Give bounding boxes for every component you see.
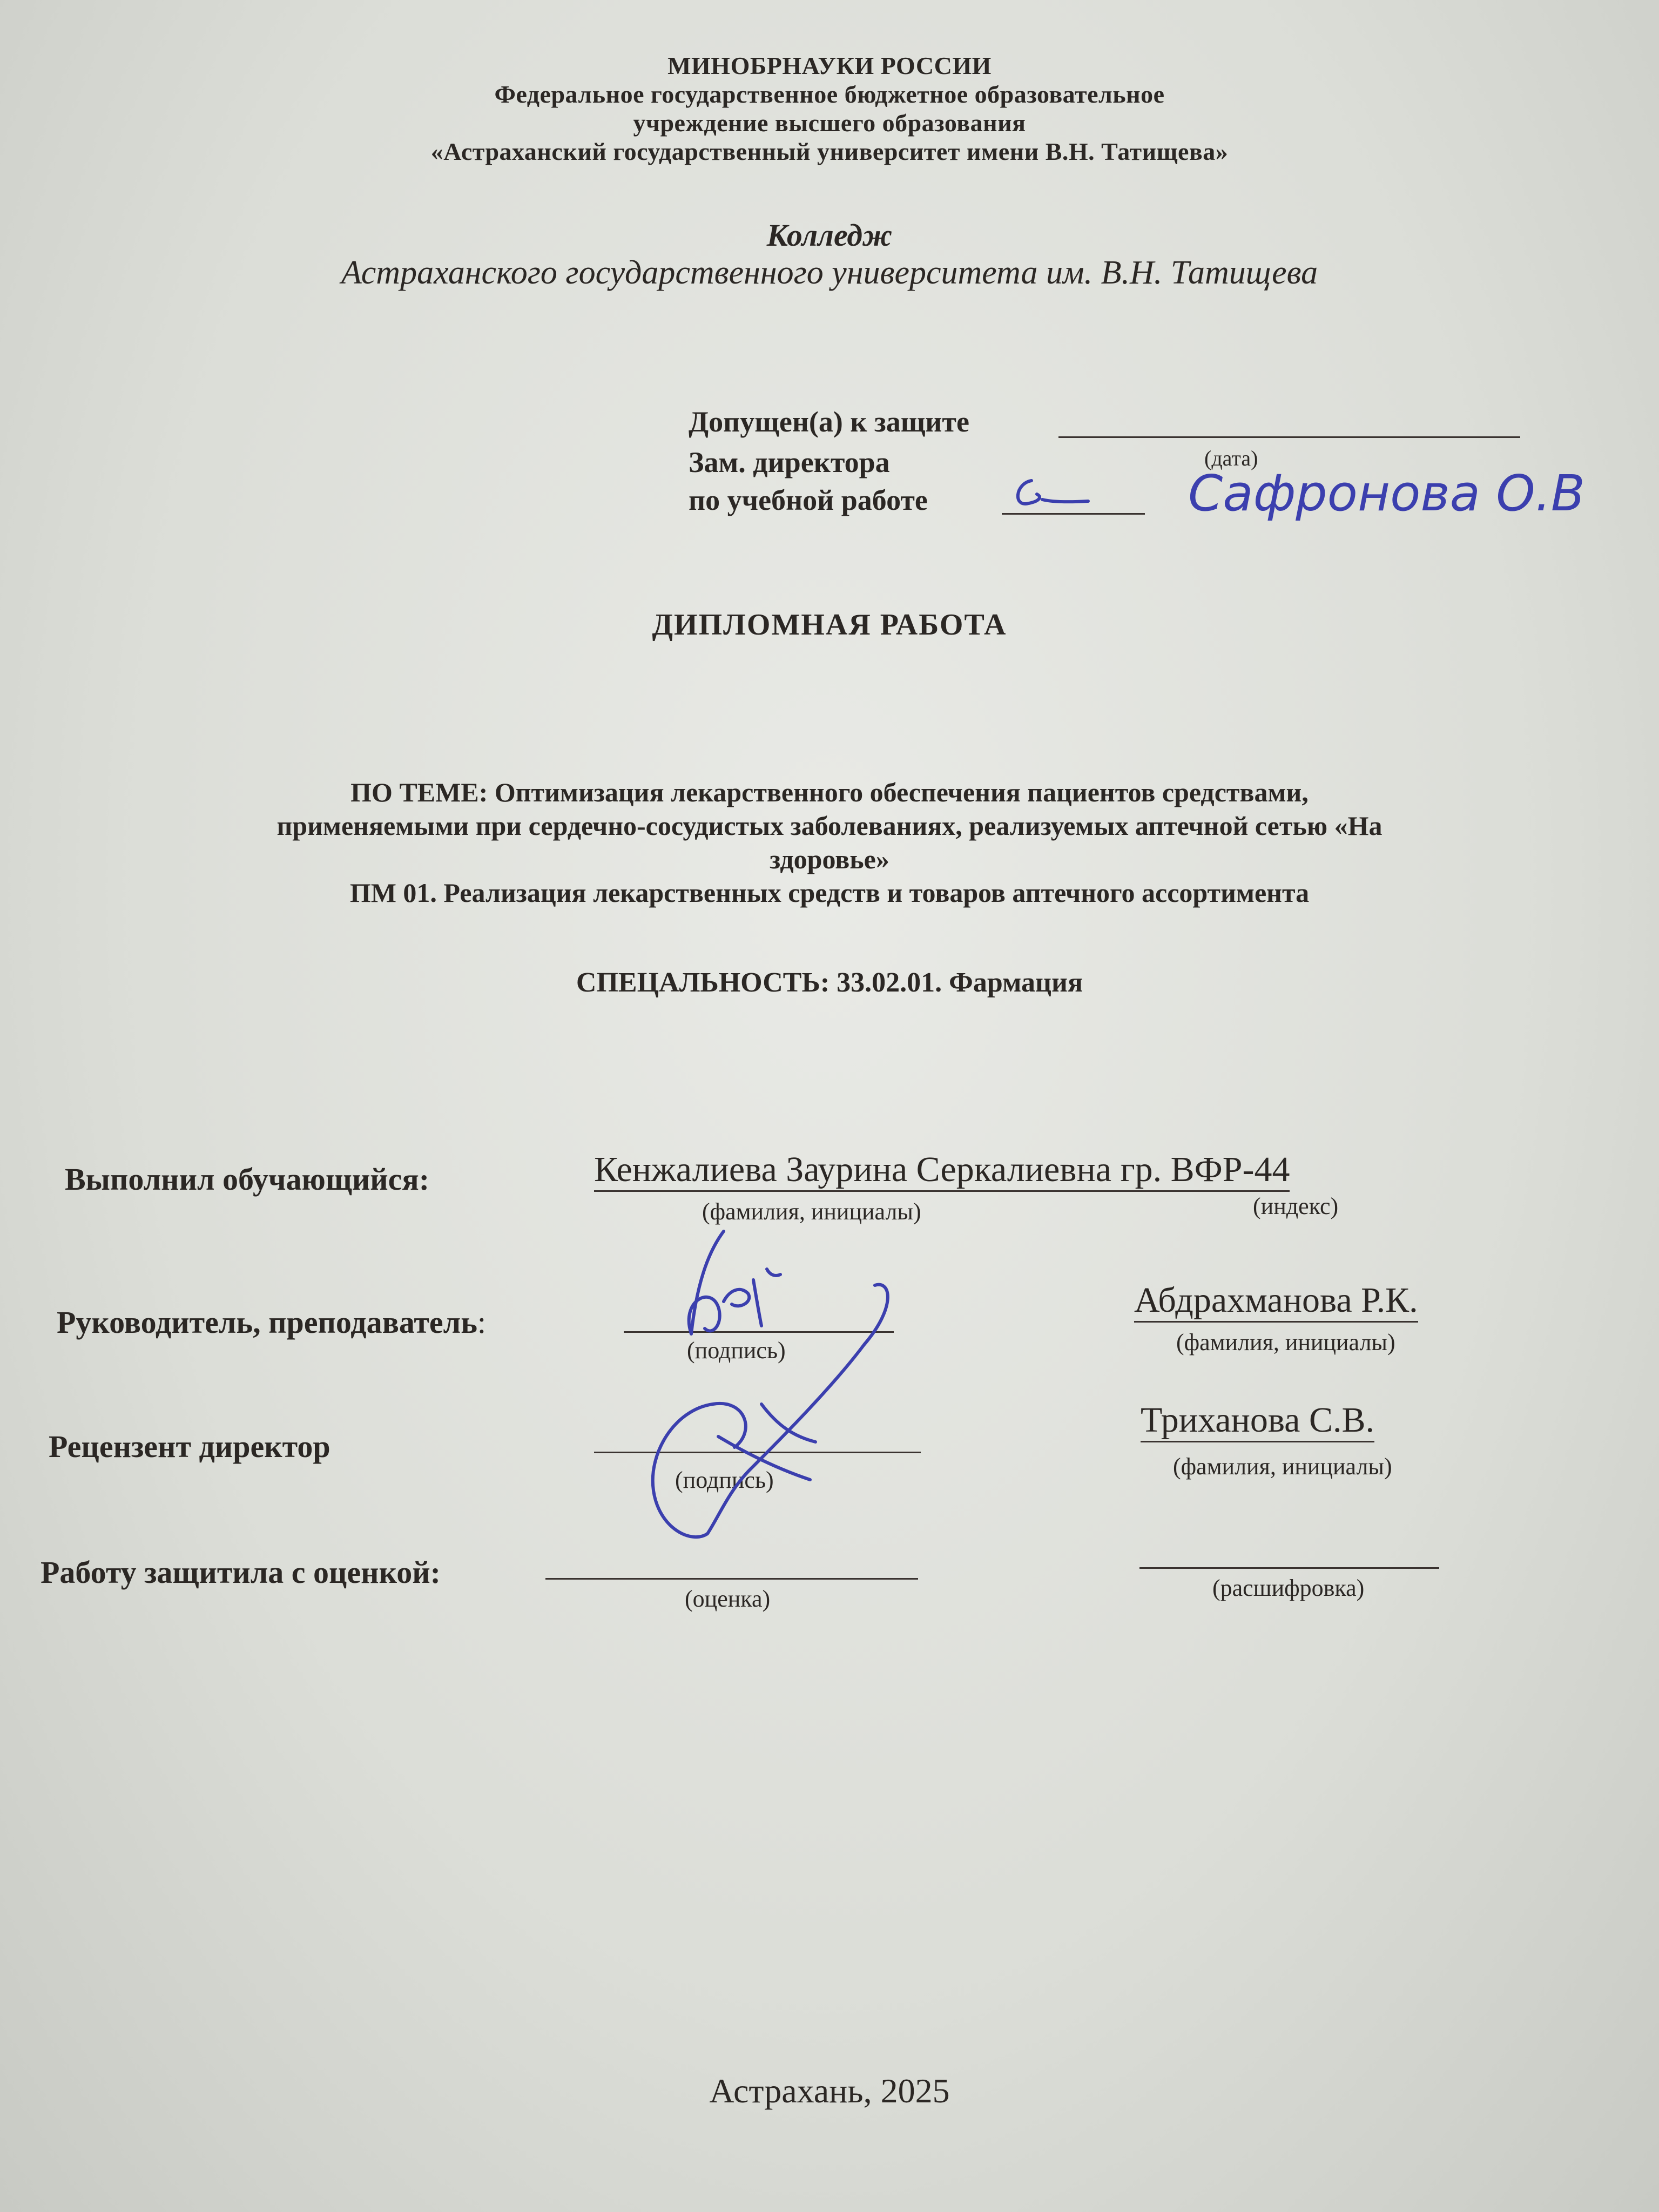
defense-decode-hint: (расшифровка) <box>1212 1575 1365 1601</box>
performer-name-hint: (фамилия, инициалы) <box>702 1198 921 1225</box>
deputy-label: Зам. директора <box>689 446 890 478</box>
academic-label: по учебной работе <box>689 484 928 516</box>
performer-label: Выполнил обучающийся: <box>65 1162 430 1197</box>
topic-line-1: ПО ТЕМЕ: Оптимизация лекарственного обеспечения пациентов средствами, <box>350 777 1309 807</box>
reviewer-name <box>1141 1400 1374 1442</box>
reviewer-signature-hint: (подпись) <box>675 1467 774 1493</box>
defense-label: Работу защитила с оценкой: <box>41 1555 441 1590</box>
reviewer-name-text: Триханова С.В. <box>1141 1400 1374 1442</box>
topic-line-2: применяемыми при сердечно-сосудистых заболеваниях, реализуемых аптечной сетью «На <box>276 811 1382 841</box>
ministry-line: МИНОБРНАУКИ РОССИИ <box>667 52 992 79</box>
supervisor-label-colon: : <box>477 1305 486 1340</box>
specialty-line: СПЕЦАЛЬНОСТЬ: 33.02.01. Фармация <box>576 967 1083 998</box>
date-hint: (дата) <box>1204 446 1258 470</box>
performer-name <box>594 1149 1290 1192</box>
reviewer-label: Рецензент директор <box>49 1429 331 1464</box>
approval-signature <box>999 470 1107 518</box>
defense-grade-hint: (оценка) <box>685 1586 771 1612</box>
institution-education-line: учреждение высшего образования <box>633 109 1026 137</box>
module-line: ПМ 01. Реализация лекарственных средств и товаров аптечного ассортимента <box>349 878 1310 908</box>
college-title: Колледж <box>766 218 893 253</box>
reviewer-name-hint: (фамилия, инициалы) <box>1173 1453 1392 1480</box>
admitted-label: Допущен(а) к защите <box>689 406 969 438</box>
performer-index-hint: (индекс) <box>1253 1193 1339 1219</box>
supervisor-name-hint: (фамилия, инициалы) <box>1176 1329 1395 1355</box>
supervisor-signature-hint: (подпись) <box>687 1337 786 1364</box>
supervisor-name <box>1134 1280 1418 1323</box>
institution-type-line: Федеральное государственное бюджетное образовательное <box>494 80 1165 108</box>
university-name-line: «Астраханский государственный университет имени В.Н. Татищева» <box>430 138 1229 165</box>
approval-handwritten-name <box>1183 464 1586 524</box>
reviewer-signature <box>637 1274 902 1555</box>
supervisor-label <box>57 1304 486 1340</box>
city-year: Астрахань, 2025 <box>709 2072 950 2110</box>
supervisor-name-text: Абдрахманова Р.К. <box>1134 1280 1418 1323</box>
document-type: ДИПЛОМНАЯ РАБОТА <box>652 608 1007 642</box>
performer-name-text: Кенжалиева Заурина Серкалиевна гр. ВФР-44 <box>594 1149 1290 1192</box>
topic-line-3: здоровье» <box>770 844 889 874</box>
defense-decode-line <box>1139 1567 1439 1569</box>
college-subtitle: Астраханского государственного университета им. В.Н. Татищева <box>341 254 1318 291</box>
admitted-date-line <box>1058 436 1520 438</box>
svg-text:Сафронова О.В: Сафронова О.В <box>1188 464 1586 522</box>
supervisor-label-text: Руководитель, преподаватель <box>57 1305 477 1340</box>
defense-grade-line <box>545 1578 918 1580</box>
